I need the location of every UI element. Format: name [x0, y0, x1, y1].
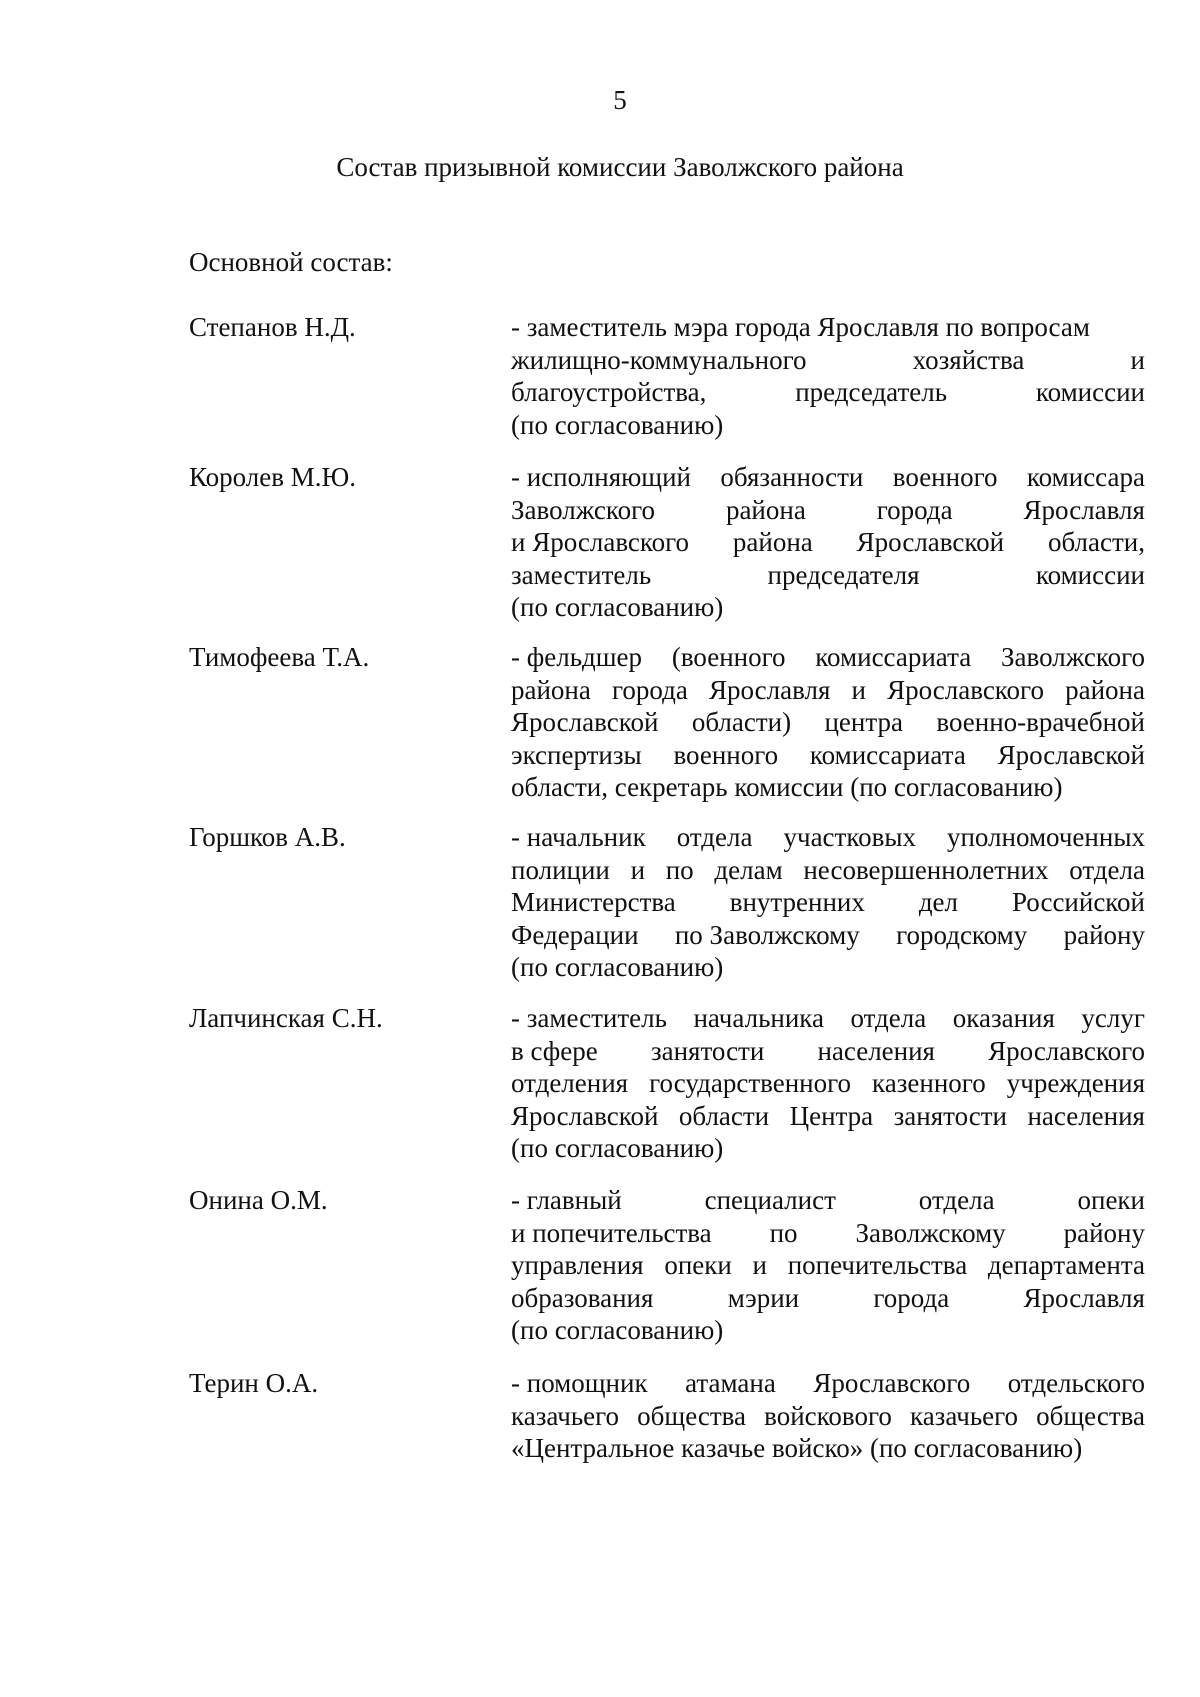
- description-word: и попечительства: [511, 1217, 712, 1248]
- description-word: Ярославского: [988, 1035, 1145, 1066]
- description-word: отдела: [1069, 854, 1145, 885]
- description-word: - помощник: [511, 1368, 648, 1398]
- description-word: Ярославской: [856, 527, 1005, 558]
- member-description: [511, 461, 1145, 624]
- description-word: населения: [817, 1035, 935, 1066]
- member-name: Горшков А.В.: [189, 822, 346, 852]
- member-entry: [0, 1184, 1200, 1347]
- description-line: [511, 1282, 1145, 1315]
- description-word: Ярославской: [511, 707, 659, 738]
- description-line: [511, 1100, 1145, 1133]
- description-word: - фельдшер: [511, 642, 643, 672]
- description-word: и Ярославского: [511, 527, 690, 558]
- description-word: по Заволжскому: [674, 919, 860, 950]
- description-word: города: [876, 494, 953, 525]
- description-word: благоустройства,: [511, 377, 707, 408]
- description-word: обязанности: [720, 462, 864, 492]
- member-name: Тимофеева Т.А.: [189, 642, 370, 672]
- description-line: (по согласованию): [511, 1315, 724, 1346]
- description-word: внутренних: [729, 887, 865, 918]
- description-word: по: [769, 1217, 798, 1248]
- description-word: общества: [1036, 1400, 1145, 1431]
- member-entry: [0, 1367, 1200, 1465]
- description-word: и: [752, 1250, 767, 1281]
- description-word: мэрии: [727, 1282, 800, 1313]
- description-word: общества: [637, 1400, 747, 1431]
- description-word: отдела: [676, 822, 753, 852]
- description-word: Заволжскому: [855, 1217, 1006, 1248]
- description-line: [511, 1184, 1145, 1217]
- description-word: (военного: [671, 642, 786, 672]
- description-word: города: [873, 1282, 950, 1313]
- description-word: Ярославской: [511, 1100, 659, 1131]
- description-word: району: [1063, 1217, 1145, 1248]
- description-word: центра: [824, 707, 903, 738]
- description-word: экспертизы: [511, 739, 642, 770]
- description-line: [511, 1217, 1145, 1250]
- description-word: департамента: [987, 1250, 1145, 1281]
- description-word: Ярославского: [887, 674, 1044, 705]
- description-word: - начальник: [511, 822, 646, 852]
- description-word: комиссара: [1026, 462, 1145, 492]
- description-line: [511, 1249, 1145, 1282]
- description-word: комиссии: [1035, 377, 1145, 408]
- description-word: войскового: [764, 1400, 892, 1431]
- description-word: комиссариата: [815, 642, 972, 672]
- member-name: Степанов Н.Д.: [189, 312, 356, 342]
- description-word: председателя: [767, 559, 920, 590]
- description-word: района: [511, 674, 591, 705]
- description-word: хозяйства: [912, 344, 1025, 375]
- description-word: - заместитель: [511, 1003, 667, 1033]
- description-word: отдела: [850, 1003, 927, 1033]
- description-word: Ярославского: [813, 1368, 971, 1398]
- description-word: государственного: [649, 1068, 852, 1099]
- member-entry: [0, 311, 1200, 441]
- description-word: казенного: [872, 1068, 986, 1099]
- description-line: [511, 1035, 1145, 1068]
- description-word: района: [725, 494, 806, 525]
- description-word: военно-врачебной: [936, 707, 1145, 738]
- description-line: (по согласованию): [511, 592, 724, 623]
- description-word: оказания: [952, 1003, 1055, 1033]
- member-name: Королев М.Ю.: [189, 462, 357, 492]
- member-entry: [0, 461, 1200, 624]
- description-word: несовершеннолетних: [803, 854, 1049, 885]
- description-word: отдела: [918, 1185, 995, 1215]
- description-word: атамана: [685, 1368, 776, 1398]
- description-word: казачьего: [909, 1400, 1019, 1431]
- description-word: области,: [1047, 527, 1145, 558]
- description-word: комиссариата: [809, 739, 966, 770]
- description-word: опеки: [664, 1250, 732, 1281]
- description-line: «Центральное казачье войско» (по согласованию): [511, 1433, 1083, 1464]
- member-description: [511, 641, 1145, 804]
- description-word: и: [1130, 344, 1145, 375]
- description-word: району: [1063, 919, 1145, 950]
- description-word: Центра: [789, 1100, 874, 1131]
- description-word: участковых: [783, 822, 916, 852]
- member-description: [511, 311, 1145, 441]
- description-word: отделения: [511, 1068, 629, 1099]
- document-title: Состав призывной комиссии Заволжского района: [336, 152, 904, 182]
- member-name: Онина О.М.: [189, 1185, 328, 1215]
- description-line: [511, 344, 1145, 377]
- description-word: специалист: [704, 1185, 836, 1215]
- description-word: и: [851, 674, 866, 705]
- description-word: начальника: [693, 1003, 824, 1033]
- member-entry: [0, 1002, 1200, 1165]
- description-word: председатель: [795, 377, 948, 408]
- description-line: (по согласованию): [511, 1133, 724, 1164]
- description-line: [511, 674, 1145, 707]
- description-line: [511, 919, 1145, 952]
- description-word: района: [732, 527, 813, 558]
- description-word: полиции: [511, 854, 610, 885]
- description-line: [511, 739, 1145, 772]
- description-word: Российской: [1011, 887, 1145, 918]
- description-word: попечительства: [787, 1250, 968, 1281]
- description-word: управления: [511, 1250, 644, 1281]
- description-line: [511, 559, 1145, 592]
- description-word: комиссии: [1035, 559, 1145, 590]
- description-word: по: [665, 854, 694, 885]
- member-name: Терин О.А.: [189, 1368, 319, 1398]
- description-word: военного: [673, 739, 779, 770]
- description-word: дел: [918, 887, 959, 918]
- member-entry: [0, 641, 1200, 804]
- description-word: Заволжского: [511, 494, 655, 525]
- description-word: занятости: [893, 1100, 1007, 1131]
- description-word: военного: [892, 462, 998, 492]
- section-heading: Основной состав:: [189, 247, 393, 277]
- description-word: и: [630, 854, 646, 885]
- member-description: [511, 1367, 1145, 1465]
- member-description: [511, 821, 1145, 984]
- member-description: [511, 1184, 1145, 1347]
- description-word: Заволжского: [1001, 642, 1145, 672]
- description-word: Ярославля: [1023, 1282, 1145, 1313]
- description-word: жилищно-коммунального: [511, 344, 807, 375]
- description-word: Ярославской: [997, 739, 1145, 770]
- description-word: Федерации: [511, 919, 639, 950]
- description-line: (по согласованию): [511, 409, 724, 440]
- description-line: [511, 494, 1145, 527]
- description-word: в сфере: [511, 1035, 598, 1066]
- description-line: [511, 641, 1145, 674]
- description-word: отдельского: [1007, 1368, 1145, 1398]
- description-word: Министерства: [511, 887, 676, 918]
- description-word: населения: [1027, 1100, 1145, 1131]
- description-word: опеки: [1077, 1185, 1145, 1215]
- description-word: городскому: [896, 919, 1028, 950]
- description-word: района: [1065, 674, 1145, 705]
- description-word: услуг: [1081, 1003, 1145, 1033]
- description-word: Ярославля: [708, 674, 831, 705]
- description-word: казачьего: [511, 1400, 620, 1431]
- description-word: - исполняющий: [511, 462, 691, 492]
- description-line: [511, 376, 1145, 409]
- description-line: - заместитель мэра города Ярославля по вопросам: [511, 312, 1090, 342]
- description-line: [511, 526, 1145, 559]
- description-line: [511, 821, 1145, 854]
- description-line: [511, 1067, 1145, 1100]
- member-description: [511, 1002, 1145, 1165]
- page-number: 5: [613, 85, 627, 115]
- description-word: города: [612, 674, 688, 705]
- description-word: образования: [511, 1282, 654, 1313]
- description-line: [511, 854, 1145, 887]
- description-word: уполномоченных: [946, 822, 1145, 852]
- description-word: заместитель: [511, 559, 652, 590]
- description-word: Ярославля: [1023, 494, 1145, 525]
- member-name: Лапчинская С.Н.: [189, 1003, 383, 1033]
- description-word: занятости: [650, 1035, 765, 1066]
- description-word: делам: [714, 854, 783, 885]
- description-line: области, секретарь комиссии (по согласованию): [511, 772, 1063, 803]
- description-line: [511, 461, 1145, 494]
- description-word: области: [678, 1100, 770, 1131]
- member-entry: [0, 821, 1200, 984]
- description-word: учреждения: [1006, 1068, 1145, 1099]
- description-line: [511, 1002, 1145, 1035]
- description-line: [511, 706, 1145, 739]
- description-line: [511, 1400, 1145, 1433]
- description-word: - главный: [511, 1185, 622, 1215]
- description-word: области): [691, 707, 792, 738]
- description-line: [511, 886, 1145, 919]
- description-line: (по согласованию): [511, 952, 724, 983]
- description-line: [511, 1367, 1145, 1400]
